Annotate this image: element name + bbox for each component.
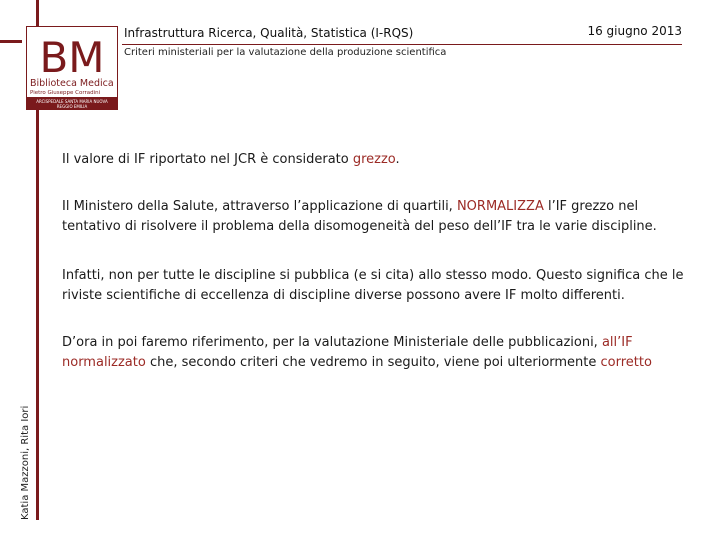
header-divider: [122, 44, 682, 45]
logo-line2: Pietro Giuseppe Corradini: [30, 90, 101, 96]
p1-end: .: [395, 152, 400, 167]
p1-text: Il valore di IF riportato nel JCR è considerato: [62, 152, 353, 167]
horizontal-rule-left: [0, 40, 22, 43]
logo-line1: Biblioteca Medica: [30, 78, 114, 89]
p4-text2: che, secondo criteri che vedremo in seguito, viene poi ulteriormente: [145, 355, 601, 370]
library-logo: [26, 26, 118, 110]
paragraph-2: [62, 197, 692, 237]
p4-accent2: corretto: [600, 355, 652, 370]
authors-side-label: Katia Mazzoni, Rita Iori: [20, 405, 31, 520]
header-date: 16 giugno 2013: [587, 24, 682, 38]
logo-band1: ARCISPEDALE SANTA MARIA NUOVA: [36, 99, 108, 104]
logo-letters: BM: [39, 33, 105, 82]
header-subtitle: Criteri ministeriali per la valutazione della produzione scientifica: [124, 47, 447, 58]
p3-text: Infatti, non per tutte le discipline si pubblica (e si cita) allo stesso modo. Questo significa che le riviste scientifiche di eccellenza di discipline diverse possono avere IF molto differenti.: [62, 268, 684, 303]
logo-band2: REGGIO EMILIA: [56, 104, 88, 109]
p2-accent: NORMALIZZA: [456, 199, 544, 214]
logo-graphic: [26, 26, 118, 110]
paragraph-4: [62, 333, 692, 373]
p4-accent1: all’IF normalizzato: [62, 335, 633, 370]
p2-text1: Il Ministero della Salute, attraverso l’applicazione di quartili,: [62, 199, 457, 214]
paragraph-1: [62, 150, 692, 170]
header-title: Infrastruttura Ricerca, Qualità, Statistica (I-RQS): [124, 26, 414, 40]
p4-text1: D’ora in poi faremo riferimento, per la valutazione Ministeriale delle pubblicazioni,: [62, 335, 602, 350]
p2-text2: l’IF grezzo nel tentativo di risolvere il problema della disomogeneità del peso dell’IF tra le varie discipline.: [62, 199, 657, 234]
paragraph-3: [62, 266, 692, 306]
p1-accent: grezzo: [352, 152, 396, 167]
